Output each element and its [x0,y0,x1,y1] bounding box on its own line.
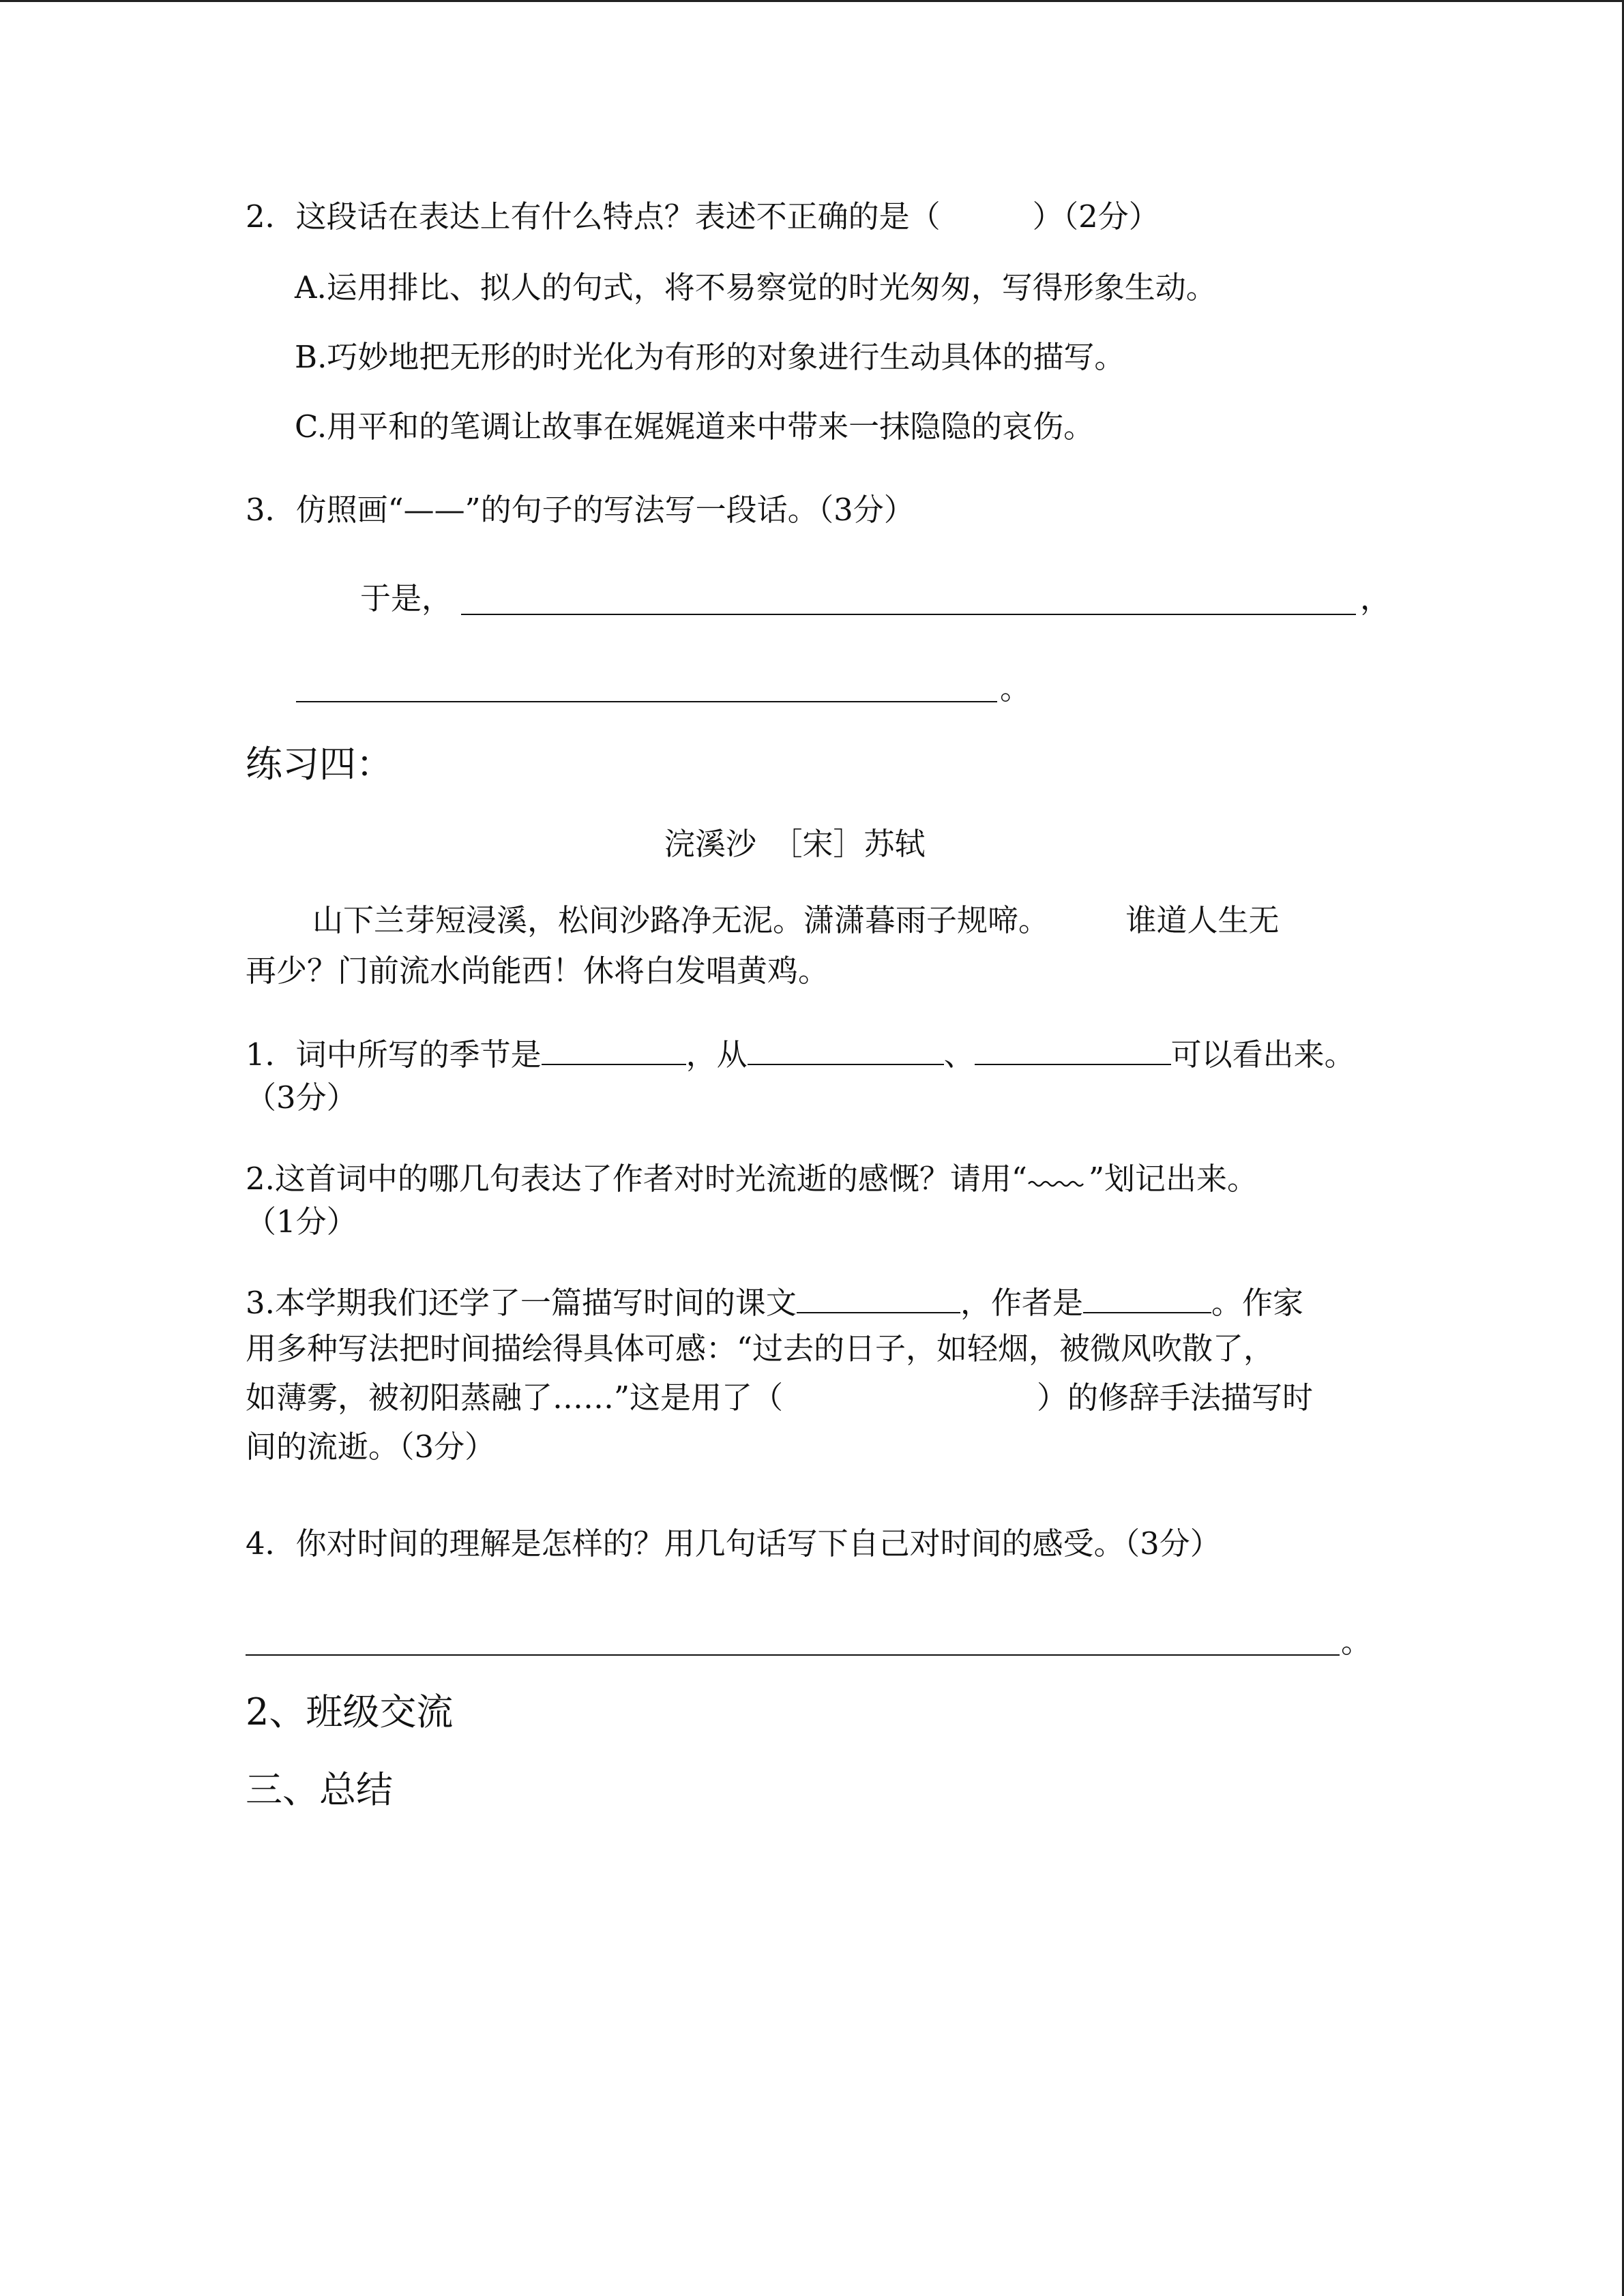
q2-option-b: B.巧妙地把无形的时光化为有形的对象进行生动具体的描写。 [295,339,1125,375]
q3-line2-suffix: 。 [1000,670,1031,706]
ex4-q2-text-a: 2.这首词中的哪几句表达了作者对时光流逝的感慨？请用“ [246,1161,1027,1197]
feeling-answer-line[interactable] [246,1654,1340,1656]
ex4-q2-score: （1分） [246,1204,357,1240]
ex4-q1-text-b: ，从 [685,1037,748,1073]
season-blank[interactable] [542,1031,686,1065]
poem-line-1: 山下兰芽短浸溪，松间沙路净无泥。潇潇暮雨子规啼。 谁道人生无 [312,902,1280,938]
author-blank[interactable] [1083,1279,1211,1313]
q3-line1-prefix: 于是， [360,580,453,616]
section-title: 练习四： [246,743,393,786]
ex4-q1-text-d: 可以看出来。 [1170,1037,1355,1073]
ex4-q3-line-4: 间的流逝。（3分） [246,1429,496,1465]
summary-heading: 三、总结 [246,1768,393,1811]
evidence-blank-2[interactable] [975,1031,1171,1065]
q2-option-c: C.用平和的笔调让故事在娓娓道来中带来一抹隐隐的哀伤。 [295,408,1095,445]
ex4-q3-text-a: 3.本学期我们还学了一篇描写时间的课文 [246,1285,797,1321]
ex4-q1-text-a: 1．词中所写的季节是 [246,1037,542,1073]
ex4-q3-line-1 [246,1279,1303,1324]
ex4-q2-text-b: ”划记出来。 [1088,1161,1258,1197]
ex4-q3-text-b: ，作者是 [960,1285,1083,1321]
ex4-q2-line [246,1157,1258,1199]
ex4-q3-text-c: 。作家 [1211,1285,1303,1321]
evidence-blank-1[interactable] [748,1031,944,1065]
q3-answer-line-2[interactable] [296,701,997,702]
ex4-q1-text-c: 、 [943,1037,975,1073]
q3-line1-suffix: ， [1360,580,1391,616]
ex4-q3-line-3 [246,1377,1313,1418]
ex4-q3-line-2: 用多种写法把时间描绘得具体可感：“过去的日子，如轻烟，被微风吹散了， [246,1330,1275,1367]
class-exchange-heading: 2、班级交流 [246,1690,454,1733]
ex4-q3-text-3b: ）的修辞手法描写时 [1037,1380,1314,1416]
ex4-q4-end: 。 [1341,1624,1372,1660]
poem-title: 浣溪沙 ［宋］苏轼 [664,826,926,862]
q3-answer-line-1[interactable] [461,614,1356,615]
q2-stem: 2．这段话在表达上有什么特点？表述不正确的是（ ）（2分） [246,198,1160,235]
q2-option-a: A.运用排比、拟人的句式，将不易察觉的时光匆匆，写得形象生动。 [295,269,1217,305]
ex4-q1-line [246,1031,1355,1075]
wavy-underline-icon [1027,1157,1089,1189]
page-top-border [0,0,1624,2]
ex4-q4-stem: 4．你对时间的理解是怎样的？用几句话写下自己对时间的感受。（3分） [246,1525,1221,1562]
q3-stem: 3．仿照画“——”的句子的写法写一段话。（3分） [246,492,915,528]
lesson-title-blank[interactable] [797,1279,960,1313]
ex4-q3-text-3a: 如薄雾，被初阳蒸融了……”这是用了（ [246,1380,784,1416]
ex4-q1-score: （3分） [246,1079,357,1116]
poem-line-2: 再少？门前流水尚能西！休将白发唱黄鸡。 [246,953,829,989]
